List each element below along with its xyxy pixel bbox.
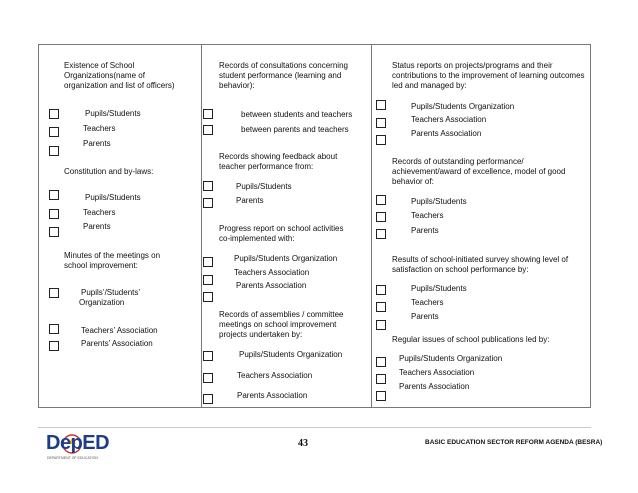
heading-outstanding-line3: behavior of:	[392, 177, 434, 186]
checkbox[interactable]	[203, 275, 213, 285]
option-label: Parents Association	[411, 129, 482, 138]
heading-survey-line1: Results of school-initiated survey showing level of	[392, 255, 569, 264]
checkbox[interactable]	[203, 257, 213, 267]
heading-publications: Regular issues of school publications led by:	[392, 335, 550, 344]
checklist-table	[38, 44, 591, 408]
heading-status-line1: Status reports on projects/programs and their	[392, 61, 553, 70]
option-label: Teachers Association	[237, 371, 313, 380]
heading-feedback-line1: Records showing feedback about	[219, 152, 338, 161]
checkbox[interactable]	[49, 341, 59, 351]
option-label: Parents	[83, 222, 111, 231]
checkbox[interactable]	[49, 288, 59, 298]
option-label: Pupils/Students	[85, 109, 141, 118]
option-label: Teachers Association	[399, 368, 475, 377]
checkbox[interactable]	[49, 324, 59, 334]
option-label: Parents’ Association	[81, 339, 153, 348]
page-number: 43	[298, 438, 308, 449]
heading-outstanding-line1: Records of outstanding performance/	[392, 157, 524, 166]
option-label: Pupils’/Students’	[81, 288, 141, 297]
checkbox[interactable]	[376, 118, 386, 128]
heading-minutes-line1: Minutes of the meetings on	[64, 251, 161, 260]
heading-minutes-line2: school improvement:	[64, 261, 138, 270]
option-label: Pupils/Students	[236, 182, 292, 191]
column-school-organizations	[39, 45, 202, 407]
option-label: Parents	[236, 196, 264, 205]
option-label: Parents	[83, 139, 111, 148]
checkbox[interactable]	[203, 109, 213, 119]
option-label: Parents Association	[236, 281, 307, 290]
checkbox[interactable]	[376, 100, 386, 110]
heading-existence-line2: Organizations(name of	[64, 71, 145, 80]
option-label: between parents and teachers	[241, 125, 349, 134]
heading-existence-line3: organization and list of officers)	[64, 81, 175, 90]
checkbox[interactable]	[203, 394, 213, 404]
option-label: between students and teachers	[241, 110, 353, 119]
footer-divider	[38, 427, 591, 428]
checkbox[interactable]	[49, 109, 59, 119]
checkbox[interactable]	[376, 135, 386, 145]
heading-status-line3: led and managed by:	[392, 81, 467, 90]
heading-consultations-line2: student performance (learning and	[219, 71, 342, 80]
option-label: Teachers	[83, 208, 116, 217]
checkbox[interactable]	[376, 285, 386, 295]
checkbox[interactable]	[49, 209, 59, 219]
checkbox[interactable]	[49, 227, 59, 237]
checkbox[interactable]	[203, 198, 213, 208]
heading-consultations-line3: behavior):	[219, 81, 255, 90]
checkbox[interactable]	[49, 146, 59, 156]
checkbox[interactable]	[376, 320, 386, 330]
heading-constitution: Constitution and by-laws:	[64, 167, 154, 176]
heading-assemblies-line2: meetings on school improvement	[219, 320, 337, 329]
logo-text: DepED	[46, 432, 110, 454]
checkbox[interactable]	[376, 357, 386, 367]
checkbox[interactable]	[49, 190, 59, 200]
option-label: Parents	[411, 312, 439, 321]
checkbox[interactable]	[203, 181, 213, 191]
option-label: Parents Association	[237, 391, 308, 400]
heading-assemblies-line1: Records of assemblies / committee	[219, 310, 344, 319]
option-label: Pupils/Students	[411, 197, 467, 206]
heading-feedback-line2: teacher performance from:	[219, 162, 314, 171]
logo-subtext: DEPARTMENT OF EDUCATION	[47, 456, 98, 460]
option-label: Pupils/Students Organization	[239, 350, 343, 359]
checkbox[interactable]	[376, 302, 386, 312]
heading-assemblies-line3: projects undertaken by:	[219, 330, 303, 339]
checkbox[interactable]	[203, 351, 213, 361]
option-label: Pupils/Students	[85, 193, 141, 202]
option-label: Teachers Association	[234, 268, 310, 277]
heading-existence-line1: Existence of School	[64, 61, 135, 70]
checkbox[interactable]	[376, 229, 386, 239]
option-label: Teachers Association	[411, 115, 487, 124]
heading-outstanding-line2: achievement/award of excellence, model of good	[392, 167, 566, 176]
checkbox[interactable]	[203, 292, 213, 302]
checkbox[interactable]	[49, 127, 59, 137]
option-label: Parents	[411, 226, 439, 235]
heading-status-line2: contributions to the improvement of learning outcomes	[392, 71, 585, 80]
checkbox[interactable]	[376, 195, 386, 205]
heading-progress-line1: Progress report on school activities	[219, 224, 344, 233]
option-label: Teachers	[411, 211, 444, 220]
option-label: Pupils/Students Organization	[234, 254, 338, 263]
heading-consultations-line1: Records of consultations concerning	[219, 61, 348, 70]
option-label: Teachers	[411, 298, 444, 307]
column-records	[202, 45, 372, 407]
footer-title: BASIC EDUCATION SECTOR REFORM AGENDA (BESRA)	[425, 439, 603, 446]
option-label: Organization	[79, 298, 125, 307]
checkbox[interactable]	[376, 391, 386, 401]
checkbox[interactable]	[376, 374, 386, 384]
option-label: Pupils/Students	[411, 284, 467, 293]
option-label: Pupils/Students Organization	[411, 102, 515, 111]
option-label: Pupils/Students Organization	[399, 354, 503, 363]
deped-logo	[42, 430, 134, 464]
column-status-reports	[372, 45, 590, 407]
heading-progress-line2: co-implemented with:	[219, 234, 295, 243]
heading-survey-line2: satisfaction on school performance by:	[392, 265, 529, 274]
option-label: Parents Association	[399, 382, 470, 391]
option-label: Teachers’ Association	[81, 326, 158, 335]
checkbox[interactable]	[376, 212, 386, 222]
checkbox[interactable]	[203, 373, 213, 383]
option-label: Teachers	[83, 124, 116, 133]
checkbox[interactable]	[203, 125, 213, 135]
